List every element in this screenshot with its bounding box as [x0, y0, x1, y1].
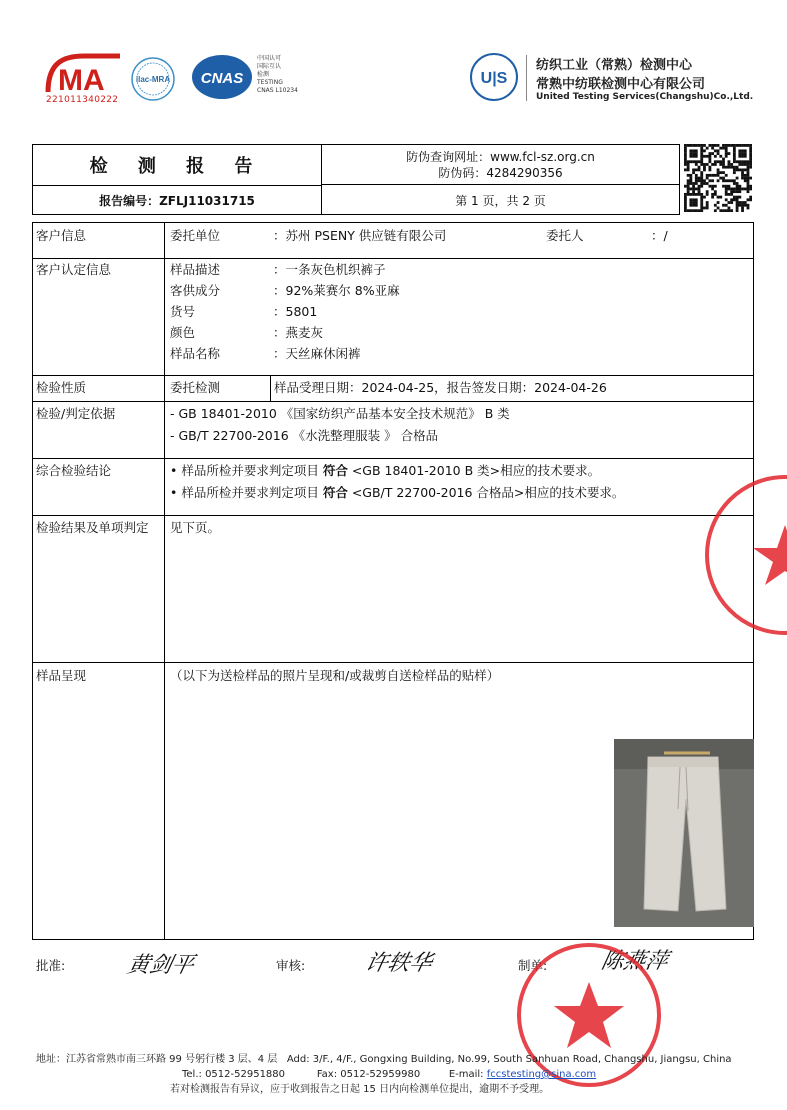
org-name-line2: 常熟中纺联检测中心有限公司	[536, 77, 706, 92]
conclusion-suffix: <GB 18401-2010 B 类>相应的技术要求。	[347, 463, 601, 478]
header-divider	[526, 55, 527, 101]
dates-text: 样品受理日期：2024-04-25，报告签发日期：2024-04-26	[274, 380, 607, 395]
report-title: 检 测 报 告	[33, 145, 322, 186]
cnas-logo	[190, 52, 254, 102]
client-person-value: ：/	[651, 228, 668, 243]
sample-show-note: （以下为送检样品的照片呈现和/或裁剪自送检样品的贴样）	[170, 668, 500, 683]
conclusion-prefix: • 样品所检并要求判定项目	[170, 485, 323, 500]
make-label: 制单:	[518, 958, 548, 973]
qr-code	[684, 144, 752, 212]
cnas-accreditation-text: 中国认可 国际互认 检测 TESTING CNAS L10234	[257, 55, 298, 94]
email-link[interactable]: fccstesting@sina.com	[486, 1069, 597, 1080]
client-info-label: 客户信息	[36, 228, 87, 243]
cnas-label: CNAS	[200, 70, 244, 87]
tel: Tel.: 0512-52951880	[182, 1069, 286, 1080]
footer-contact-line	[36, 1067, 752, 1082]
ilac-label: ilac-MRA	[135, 75, 171, 84]
approve-label: 批准:	[36, 958, 66, 973]
client-person-label: 委托人	[546, 228, 584, 243]
row-divider	[33, 515, 753, 516]
verify-code: 防伪码：4284290356	[438, 166, 563, 180]
conclusion-verdict: 符合	[322, 485, 348, 500]
footer-address-line	[36, 1052, 752, 1067]
results-value: 见下页。	[170, 520, 221, 535]
org-name-line1: 纺织工业（常熟）检测中心	[536, 58, 693, 73]
org-name-english: United Testing Services(Changshu)Co.,Ltd.	[536, 92, 754, 102]
cma-number: 221011340222	[46, 95, 119, 105]
approve-signature: 黄剑平	[124, 953, 197, 978]
cell-divider	[270, 375, 271, 401]
basis-label: 检验/判定依据	[36, 406, 116, 421]
basis-line: - GB 18401-2010 《国家纺织产品基本安全技术规范》 B 类	[170, 406, 510, 421]
ilac-mra-logo	[128, 55, 178, 103]
footer	[36, 1052, 752, 1097]
results-label: 检验结果及单项判定	[36, 520, 149, 535]
client-unit-label: 委托单位	[170, 228, 221, 243]
address-en: Add: 3/F., 4/F., Gongxing Building, No.99, South Sanhuan Road, Changshu, Jiangsu, China	[286, 1054, 732, 1065]
cma-logo	[44, 52, 124, 98]
conclusion-verdict: 符合	[322, 463, 348, 478]
test-nature-value: 委托检测	[170, 380, 221, 395]
row-divider	[33, 258, 753, 259]
column-divider	[164, 223, 165, 939]
uts-label: U|S	[480, 70, 508, 87]
test-nature-label: 检验性质	[36, 380, 87, 395]
uts-logo	[466, 51, 522, 105]
sample-field-label: 样品描述	[170, 262, 221, 277]
sample-field-value: ：5801	[273, 304, 318, 319]
footer-note: 若对检测报告有异议，应于收到报告之日起 15 日内向检测单位提出，逾期不予受理。	[170, 1084, 550, 1095]
sample-field-label: 样品名称	[170, 346, 221, 361]
conclusion-line	[170, 461, 600, 481]
sample-field-value: ：天丝麻休闲裤	[273, 346, 361, 361]
row-divider	[33, 662, 753, 663]
conclusion-suffix: <GB/T 22700-2016 合格品>相应的技术要求。	[347, 485, 625, 500]
client-unit-value: ：苏州 PSENY 供应链有限公司	[273, 228, 447, 243]
sample-field-label: 货号	[170, 304, 196, 319]
sample-info-label: 客户认定信息	[36, 262, 112, 277]
anti-counterfeit-info	[322, 145, 679, 185]
fax: Fax: 0512-52959980	[316, 1069, 421, 1080]
report-title-box	[32, 144, 680, 215]
row-divider	[33, 375, 753, 376]
sample-field-value: ：92%莱赛尔 8%亚麻	[273, 283, 400, 298]
conclusion-prefix: • 样品所检并要求判定项目	[170, 463, 323, 478]
cma-label: MA	[58, 64, 105, 97]
conclusion-line	[170, 483, 624, 503]
verify-url: 防伪查询网址：www.fcl-sz.org.cn	[406, 150, 595, 164]
sample-photo	[614, 739, 754, 927]
address-cn: 地址：江苏省常熟市南三环路 99 号躬行楼 3 层、4 层	[36, 1054, 278, 1065]
sample-field-label: 客供成分	[170, 283, 221, 298]
sample-show-label: 样品呈现	[36, 668, 87, 683]
sample-field-value: ：一条灰色机织裤子	[273, 262, 386, 277]
review-label: 审核:	[276, 958, 306, 973]
sample-field-label: 颜色	[170, 325, 196, 340]
page-info: 第 1 页，共 2 页	[455, 193, 546, 208]
basis-line: - GB/T 22700-2016 《水洗整理服装 》 合格品	[170, 428, 439, 443]
report-number: 报告编号：ZFLJ11031715	[33, 186, 322, 214]
row-divider	[33, 458, 753, 459]
row-divider	[33, 401, 753, 402]
review-signature: 许轶华	[362, 951, 435, 976]
make-signature: 陈燕萍	[598, 949, 671, 974]
email-label: E-mail:	[448, 1069, 484, 1080]
sample-field-value: ：燕麦灰	[273, 325, 324, 340]
conclusion-label: 综合检验结论	[36, 463, 112, 478]
inspection-stamp	[700, 470, 787, 640]
